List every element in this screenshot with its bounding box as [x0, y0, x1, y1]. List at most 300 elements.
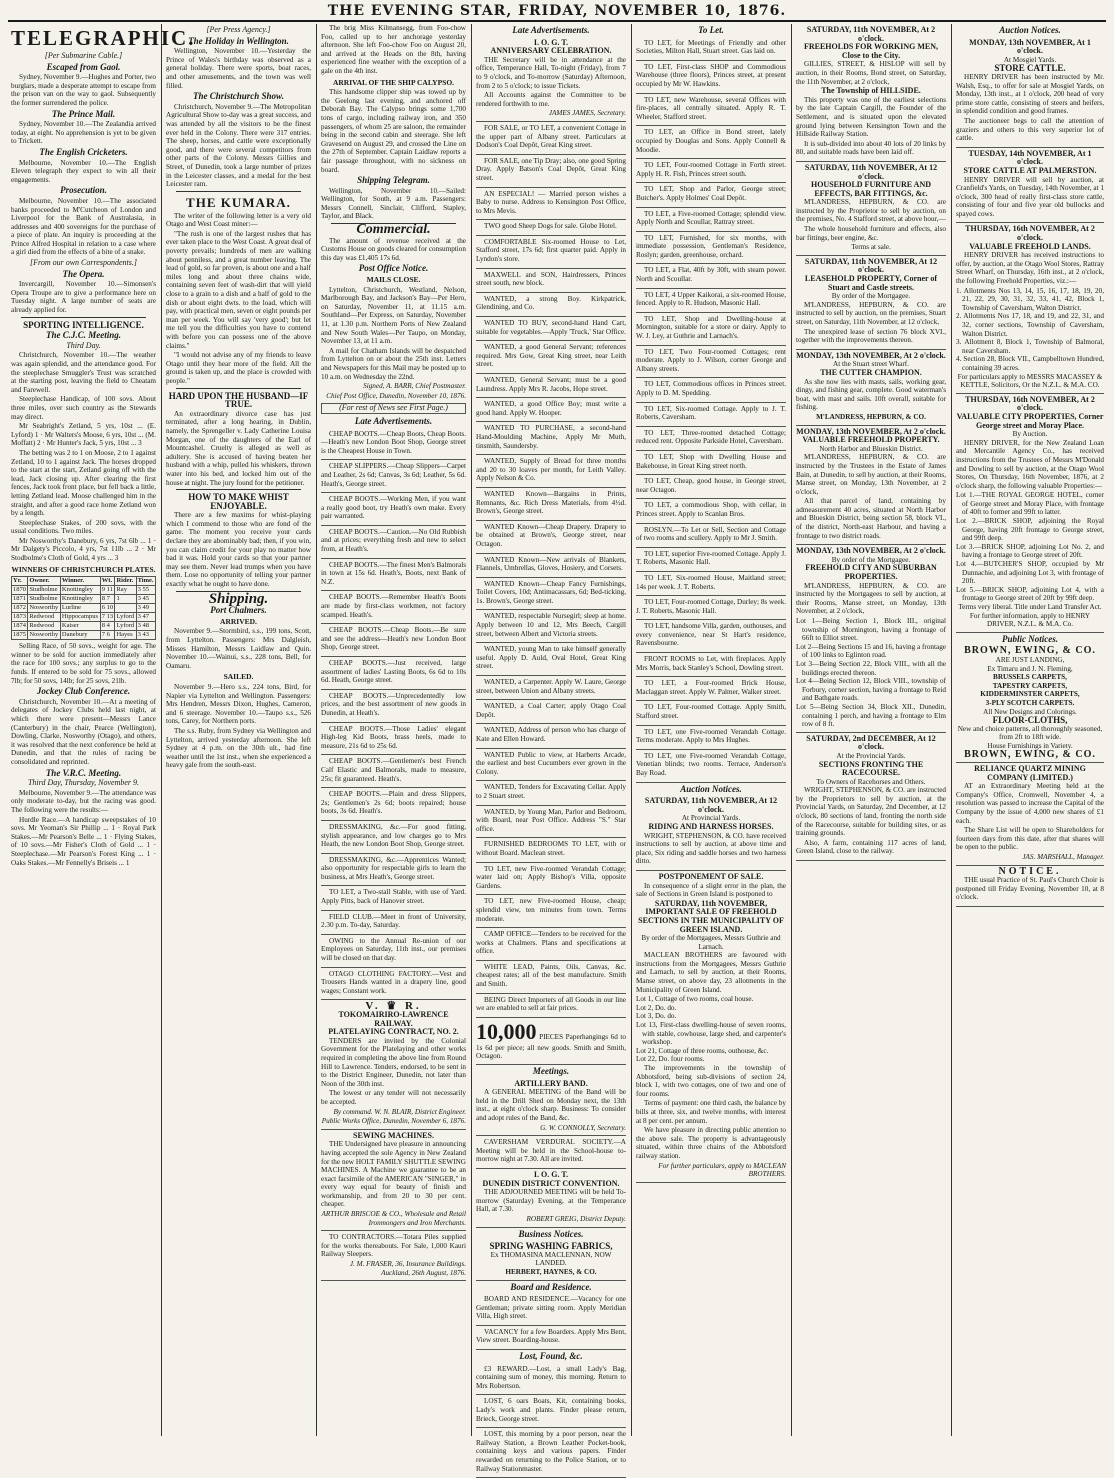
classified-ad — [636, 572, 786, 596]
ad-block — [956, 763, 1104, 866]
ad-text: TO LET, Four-roomed Cottage. Apply Smith, Stafford street. — [636, 703, 786, 721]
column-7 — [951, 24, 1109, 1436]
table-cell — [115, 604, 136, 613]
signature: M'LANDRESS, HEPBURN, & CO. — [816, 412, 926, 421]
classified-ad — [476, 578, 626, 611]
article-heading: HOW TO MAKE WHIST ENJOYABLE. — [188, 492, 289, 511]
masthead-rule — [8, 20, 1106, 22]
classified-ad — [636, 346, 786, 379]
article-heading: Port Chalmers. — [210, 605, 267, 616]
table-body — [12, 586, 156, 640]
telegraphic-heading: TELEGRAPHIC. — [11, 26, 196, 50]
classified-ad — [636, 183, 786, 207]
article-text: Sydney, November 10.—The Zealandia arrived today, at eight. No apprehension is yet to be given to Trickett. — [11, 120, 156, 146]
classified-ad — [476, 455, 626, 488]
article-text: An extraordinary divorce case has just terminated, after a long hearing, in Dublin, namely, the Sprengeller v. Lady Catherine Louisa Morgan, one of the daughters of the Earl of Mountcashel. Cruelty is alleged as well as adultery. She is accused of having beaten her husband with a whip, pulled his whiskers, thrown water into his bed, and locked him out of the house at night. The jury found for the petitioner. — [166, 409, 311, 487]
article-heading: Jockey Club Conference. — [36, 686, 131, 697]
article-text: Steeplechase Handicap, of 100 sovs. About three miles, over such country as the Stewards may direct. — [11, 395, 156, 421]
classified-ad — [321, 935, 466, 968]
article-text: There are a few maxims for whist-playing which I commend to those who are fond of the game. The moment you receive your cards declare they are abominably bad; then, if you win, you can claim credit for your play no matter how bad it was. Hold your cards so that your partner may see them. Never lead trumps when you have them. Lose no opportunity of telling your partner exactly what he ought to have done. — [166, 511, 311, 589]
ad-heading: I. O. G. T. — [533, 1169, 569, 1179]
section-heading: Auction Notices. — [999, 25, 1061, 35]
ad-text: CHEAP BOOTS.—Those Ladies' elegant High-leg Kid Boots, brass heels, made to measure, 21s 6d to 25s 6d. — [321, 724, 466, 750]
lot-item: 2. Allotments Nos 17, 18, and 19, and 22, 31, and 32, corner sections, Township of Caversham, Walton District. — [956, 312, 1104, 338]
signature: ROBERT GREIG, District Deputy. — [526, 1214, 626, 1223]
ad-subheading: DUNEDIN DISTRICT CONVENTION. — [482, 1178, 620, 1188]
signature: HERBERT, HAYNES, & CO. — [505, 1267, 597, 1276]
table-cell: Lyford — [116, 622, 135, 630]
table-cell: 6 10 — [101, 604, 114, 612]
ad-block — [476, 1078, 626, 1137]
classified-ad — [636, 524, 786, 548]
product-item: 3-PLY SCOTCH CARPETS. — [985, 698, 1075, 707]
winners-table — [11, 576, 156, 640]
article-text: A mail for Chatham Islands will be despatched from Lyttelton on or about the 25th inst. Letters and Newspapers for this Mail may be posted up to 10 a.m. on Wednesday the 22nd. — [321, 346, 466, 381]
ad-text: TO LET, Four-roomed Cottage in Forth street. Apply H. R. Fish, Princes street south. — [636, 161, 786, 178]
ad-text: House Furnishings in Variety. — [987, 741, 1073, 750]
dateline: Chief Post Office, Dunedin, November 10, 1876. — [326, 391, 466, 400]
classified-ad — [636, 750, 786, 783]
ad-heading: THE CUTTER CHAMPION. — [820, 367, 922, 377]
article-text: The writer of the following letter is a very old Otago and West Coast miner:— — [166, 211, 311, 229]
ad-heading: RELIANCE QUARTZ MINING COMPANY (LIMITED.) — [974, 764, 1086, 782]
ad-text: CAMP OFFICE—Tenders to be received for the works at Chalmers. Plans and specifications at office. — [476, 930, 626, 956]
section-heading: To Let. — [698, 25, 724, 35]
ad-text: The lowest or any tender will not necessarily be accepted. — [321, 1089, 466, 1106]
ad-text: TO LET, Furnished, for six months, with immediate possession, Gentleman's Residence, Roslyn; garden, greenhouse, orchard. — [636, 233, 786, 259]
ad-text: BOARD AND RESIDENCE.—Vacancy for one Gentleman; private sitting room. Apply Meridian Villa, High street. — [476, 1295, 626, 1321]
sub-heading: Third Day, Thursday, November 9. — [27, 778, 140, 788]
ad-date: MONDAY, 13th NOVEMBER, At 2 o'clock. — [796, 426, 946, 436]
ad-text: THE Secretary will be in attendance at the office, Temperance Hall, To-night (Friday), from 7 to 9 o'clock, and To-morrow (Saturday) Afternoon, from 2 to 5 o'clock; to issue Tickets. — [476, 55, 626, 90]
ad-text: WANTED, General Servant; must be a good Laundress. Apply Mrs R. Jacobs, Hope street. — [476, 376, 626, 393]
ad-text: M'LANDRESS, HEPBURN, & CO. are instructed by the Mortgagees to sell by auction, at their Rooms, Manse street, on Monday, 13th November, at 2 o'clock, — [796, 581, 946, 616]
ad-block — [956, 645, 1104, 763]
sub-heading: Third Day. — [66, 340, 101, 350]
signature: Signed, A. BARR, Chief Postmaster. — [363, 382, 466, 391]
table-cell: 3 48 — [136, 622, 155, 631]
classified-ad — [476, 488, 626, 521]
ad-heading: HOUSEHOLD FURNITURE AND EFFECTS, BAR FITTINGS, &c. — [810, 180, 931, 198]
table-cell: Studholme — [28, 586, 61, 595]
ad-heading: SEWING MACHINES. — [353, 1130, 434, 1140]
lot-item: Lot 5.—BRICK SHOP, adjoining Lot 4, with a frontage to George street of 20ft by 99ft deep. — [956, 585, 1104, 603]
ad-heading: LEASEHOLD PROPERTY, Corner of Stuart and Castle streets. — [804, 274, 938, 292]
classified-ad — [476, 643, 626, 676]
ad-text: WANTED TO PURCHASE, a second-hand Hand-Moulding Machine, Apply Mr Muth, tinsmith, Saundersby. — [476, 424, 626, 450]
ad-text: Ex THOMASINA MACLENNAN, NOW LANDED. — [490, 1250, 612, 1268]
shipping-heading: Shipping. — [208, 590, 269, 607]
ad-text: TO LET, Cheap, good house, in George street, near Octagon. — [636, 477, 786, 494]
classified-ad — [476, 724, 626, 748]
lot-item: Lot 3—Being Section 22, Block VIII., with all the buildings erected thereon. — [796, 659, 946, 677]
table-cell: 3 43 — [136, 631, 155, 640]
ad-text: WANTED, a Coal Carter; apply Otago Coal Depôt. — [476, 702, 626, 719]
ad-location: At Mosgiel Yards. — [1003, 55, 1057, 64]
article-heading: The Christchurch Show. — [193, 91, 284, 102]
ad-block — [796, 733, 946, 861]
article-text: Invercargill, November 10.—Simonsen's Opera Troupe are to give a performance here on Tuesday night. A large number of seats are already applied for. — [11, 280, 156, 315]
ad-text: GILLIES, STREET, & HISLOP will sell by auction, in their Rooms, Bond street, on Saturday, the 11th November, at 2 o'clock, — [796, 60, 946, 86]
classified-ad — [636, 677, 786, 701]
lot-item: Lot 5—Being Section 34, Block XII., Dunedin, containing 1 perch, and having a frontage to Elm row of 8 ft. — [796, 702, 946, 729]
royal-cipher-icon: V. ♛ R. — [365, 1000, 422, 1013]
ad-heading: RIDING AND HARNESS HORSES. — [648, 821, 774, 831]
ad-text: AN ESPECIAL! — Married person wishes a Baby to nurse. Address to Kensington Post Office, to Mrs Mevis. — [476, 189, 626, 215]
ad-text: CHEAP BOOTS.—The finest Men's Balmorals in town at 15s 6d. Heath's, Boots, next Bank of N.Z. — [321, 560, 466, 586]
classified-ad — [636, 159, 786, 183]
sub-heading: MAILS CLOSE. — [366, 275, 421, 285]
table-header-cell: Time. — [137, 577, 154, 585]
classified-ad — [321, 821, 466, 854]
ad-text: WANTED, respectable Nursegirl; sleep at home. Apply between 10 and 12, Mrs Beech, Cargill street, between Albert and Victoria streets. — [476, 612, 626, 638]
classified-ad — [321, 559, 466, 592]
ad-text: TO LET, an Office in Bond street, lately occupied by Douglas and Sons. Apply Connell & Moodie. — [636, 128, 786, 154]
ad-text: THE Undersigned have pleasure in announcing having accepted the sole Agency in New Zealand for the new HOLT FAMILY SHUTTLE SEWING MACHINES. A Machine we guarantee to be an exact facsimile of the AMERICAN "SINGER," in every way equal for beauty of finish and workmanship, and from 20 to 30 per cent. cheaper. — [321, 1140, 466, 1209]
table-cell: Redwood — [28, 622, 61, 631]
ad-date: SATURDAY, 11th NOVEMBER, At 12 o'clock. — [804, 256, 938, 275]
ad-text: WANTED TO BUY, second-hand Hand Cart, suitable for vegetables.—Apply 'Truck,' Star Office. — [476, 319, 626, 336]
ad-location: At the Stuart street Wharf. — [833, 360, 909, 369]
continued-note: (For rest of News see First Page.) — [321, 403, 466, 414]
table-cell: Ray — [115, 586, 136, 595]
ad-text: TO LET, Four-roomed Cottage, Durley; 8s week. J. T. Roberts, Masonic Hall. — [636, 598, 786, 615]
article-text: November 9.—Hero s.s., 224 tons, Bird, for Napier via Lyttelton and Wellington. Passengers: Mrs Hendren, Messrs Dixon, Hughes, Cameron, and 6 steerage. November 10.—Taupo s.s., 526 tons, Carey, for Northern ports. — [166, 682, 311, 726]
ad-heading: ARTILLERY BAND. — [514, 1078, 588, 1088]
product-item: BRUSSELS CARPETS, — [993, 673, 1067, 682]
product-item: TAPESTRY CARPETS, — [992, 681, 1068, 690]
article-heading: Shipping Telegram. — [357, 175, 430, 186]
classified-ad — [636, 596, 786, 620]
classified-ad — [636, 427, 786, 451]
ad-subheading: By Auction. — [1012, 430, 1048, 439]
ad-text: Also, A farm, containing 117 acres of land, Green Island, close to the railway. — [796, 838, 946, 856]
classified-ad — [636, 126, 786, 159]
table-row — [12, 631, 156, 640]
lot-item: Lot 2, Do. do. — [636, 1003, 677, 1012]
sub-heading: ARRIVED. — [220, 616, 257, 626]
ad-text: TO LET, First-class SHOP and Commodious Warehouse (three floors), Princes street, at present occupied by Mr W. Hawkins. — [636, 62, 786, 88]
ad-heading: POSTPONEMENT OF SALE. — [658, 871, 764, 881]
article-text: Wellington, November 10.—Yesterday the Prince of Wales's birthday was observed as a general holiday. There were sports, boat races, and other amusements, and the town was well filled. — [166, 47, 311, 90]
ad-text: HENRY DRIVER, for the New Zealand Loan and Mercantile Agency Co., has received instructions from the Trustees of Messrs M'Donald and Dowling to sell by auction, at the Otago Wool Stores, On Thursday, 16th November, 1876, at 2 o'clock sharp, the following valuable Properties:— — [956, 438, 1104, 490]
classified-ad — [476, 676, 626, 700]
classified-ad — [636, 264, 786, 288]
classified-ad — [476, 521, 626, 554]
ad-text: FOR SALE, or TO LET, a convenient Cottage in the upper part of Albany street. Particulars at Dodson's Coal Depôt, Great King street. — [476, 123, 626, 150]
article-heading: THE KUMARA. — [186, 194, 291, 210]
ad-subheading: To Owners of Racehorses and Others. — [816, 777, 926, 786]
ad-text: TENDERS are invited by the Colonial Government for the Platelaying and other works required in completing the above line from Round Hill to Lawrence. Tenders, endorsed, to be sent in to the District Engineer, Dunedin, not later than Noon of the 30th inst. — [321, 1036, 466, 1088]
ad-text: By order of the Mortgagee. — [831, 292, 911, 301]
ad-heading: VALUABLE CITY PROPERTIES, Corner George street and Moray Place. — [956, 411, 1104, 430]
ad-text: WANTED, a good General Servant; references required. Mrs Gow, Great King street, near Leith street. — [476, 343, 626, 369]
ad-heading: NOTICE. — [998, 865, 1062, 877]
commercial-heading: Commercial. — [356, 222, 431, 238]
article-heading: The C.J.C. Meeting. — [45, 330, 121, 341]
ad-text: M'LANDRESS, HEPBURN, & CO. are instructed by the Trustees in the Estate of James Bain, at Dunedin, to sell by auction, at their Rooms, Manse street, on Monday, 13th November, at 2 o'clock, — [796, 453, 946, 496]
table-cell: 1872 — [13, 604, 26, 612]
article-text: The betting was 2 to 1 on Moose, 2 to 1 against Zetland, 10 to 1 against Jack. The horses dropped to the start at the start, Zetland going off with the lead, Jack closing up. After clearing the first fences, Jack took front place, but fell back a little, letting Zetland lead. Moose challenged him in the straight, and after a good race home Zetland won by a length. — [11, 448, 156, 518]
divider — [176, 191, 301, 192]
ad-date: SATURDAY, 2nd DECEMBER, At 12 o'clock. — [806, 733, 936, 752]
ad-text: FIELD CLUB.—Meet in front of University, 2.30 p.m. To-day, Saturday. — [321, 912, 466, 930]
lot-item: Lot 1.—THE ROYAL GEORGE HOTEL, corner of George street and Moray Place, with frontage of 40ft to former and 99ft to latter. — [956, 491, 1104, 517]
ad-text: TO LET, a commodious Shop, with cellar, in Princes street. Apply to Scanlan Bros. — [636, 501, 786, 518]
classified-ad — [636, 313, 786, 346]
ad-text: TO LET, one Five-roomed Verandah Cottage. Terms moderate. Apply to Mrs Hughes. — [636, 727, 786, 745]
ad-text: PIECES Paperhangings 6d to 1s 6d per piece; all new goods. Smith and Smith, Octagon. — [476, 1032, 626, 1061]
classified-ad — [636, 726, 786, 750]
ad-block — [796, 256, 946, 350]
ad-text: OWING to the Annual Re-union of our Employees on Saturday, 11th inst., our premises will be closed on that day. — [321, 936, 466, 963]
classified-ad — [476, 269, 626, 293]
ad-block — [321, 1231, 466, 1281]
lot-list — [796, 617, 946, 729]
column-1 — [6, 24, 196, 1436]
ad-text: Terms of payment: one third cash, the balance by bills at three, six, and twelve months, with interest at 8 per cent. per annum. — [636, 1099, 786, 1125]
classified-ad — [321, 657, 466, 690]
ad-text: TO LET, Six-roomed House, Maitland street; 14s per week. J. T. Roberts. — [636, 573, 786, 591]
ad-text: TO CONTRACTORS.—Totara Piles supplied for the works thereabouts. For Sale, 1,000 Kauri Railway Sleepers. — [321, 1233, 466, 1259]
ad-text: The whole household furniture and effects, also bar fittings, beer engine, &c. — [796, 225, 946, 242]
table-cell: 7 13 — [101, 613, 114, 621]
article-text: Melbourne, November 9.—The attendance was only moderate to-day, but the racing was good. The following were the results:— — [11, 788, 156, 814]
lot-list — [956, 491, 1104, 603]
lot-item: Lot 2.—BRICK SHOP, adjoining the Royal George, having 20ft frontage to George street, and 99ft deep. — [956, 517, 1104, 543]
column-3 — [316, 24, 471, 1436]
table-row — [12, 613, 156, 622]
ad-date: SATURDAY, 11th NOVEMBER, At 12 o'clock. — [804, 162, 938, 181]
ad-heading: FLOOR-CLOTHS, — [992, 715, 1068, 726]
ad-block — [956, 866, 1104, 907]
classified-ad — [476, 554, 626, 578]
article-heading: ARRIVAL OF THE SHIP CALYPSO. — [332, 77, 455, 87]
table-header-cell: Owner. — [28, 577, 61, 586]
ad-text: TO LET, Six-roomed Cottage. Apply to J. T. Roberts, Caversham. — [636, 404, 786, 422]
table-cell: 1873 — [13, 613, 26, 621]
ad-text: £3 REWARD.—Lost, a small Lady's Bag, containing sum of money, this morning. Return to Mrs Robertson. — [476, 1364, 626, 1390]
ad-text: CHEAP BOOTS.—Just received, large assortment of ladies' Lasting Boots, 6s 6d to 10s 6d. Heath, George street. — [321, 659, 466, 685]
article-text: The s.s. Ruby, from Sydney via Wellington and Lyttelton, arrived yesterday afternoon. She left Sydney at 4 p.m. on the 30th ult., had fine weather until the 1st inst., when she experienced a heavy gale from the south-east. — [166, 726, 311, 770]
classified-ad — [636, 653, 786, 677]
classified-ad — [476, 317, 626, 341]
classified-ad — [321, 690, 466, 723]
article-text: The amount of revenue received at the Customs House on goods cleared for consumption this day was £1,405 17s 6d. — [321, 236, 466, 262]
product-list — [956, 673, 1104, 707]
lot-item: Lot 22, Do. four rooms. — [636, 1055, 705, 1064]
ad-text: TO LET, Two Four-roomed Cottages; rent moderate. Apply to J. Wilson, corner George and Albany streets. — [636, 347, 786, 373]
ad-block — [796, 24, 946, 162]
ad-text: WANTED Known—Cheap Fancy Furnishings, Toilet Covers, 10d; Antimacassars, 6d; Bed-ticking, 1s. Brown's, George street. — [476, 579, 626, 605]
masthead-title: THE EVENING STAR, FRIDAY, NOVEMBER 10, 1876. — [327, 3, 787, 19]
section-heading: Auction Notices. — [680, 783, 742, 794]
article-heading: The English Cricketers. — [39, 146, 128, 157]
ad-subheading: ANNIVERSARY CELEBRATION. — [490, 46, 612, 56]
classified-ad — [321, 886, 466, 910]
ad-text: THE ADJOURNED MEETING will be held To-morrow (Saturday) Evening, at the Temperance Hall, at 7.30. — [476, 1188, 626, 1214]
ad-text: TO LET, handsome Villa, garden, outhouses, and every convenience, near St Hart's residence, Ravensbourne. — [636, 622, 786, 648]
article-heading: The Prince Mail. — [51, 108, 116, 119]
column-2 — [161, 24, 316, 1436]
classified-ad — [476, 895, 626, 928]
section-heading: Business Notices. — [518, 1228, 584, 1239]
classified-ad — [321, 788, 466, 821]
article-heading: The V.R.C. Meeting. — [45, 767, 122, 778]
ad-heading: FREEHOLD CITY AND SUBURBAN PROPERTIES. — [805, 563, 937, 582]
classified-ad — [321, 723, 466, 756]
ad-text: CHEAP BOOTS.—Caution.—No Old Rubbish and at prices; everything fresh and new to select from, at Heath's. — [321, 527, 466, 554]
ad-text: COMFORTABLE Six-roomed House to Let, Stafford street, 17s 6d; first quarter paid. Apply in Lyndon's store. — [476, 237, 626, 264]
ad-text: TO LET, new Warehouse, several Offices with fire-places, all centrally situated. Apply R. T. Wheeler, Stafford street. — [636, 95, 786, 121]
ad-text: WRIGHT, STEPHENSON, & CO. have received instructions to sell by auction, at above time and place, Six riding and saddle horses and two harness ditto. — [636, 831, 786, 866]
classified-ad — [321, 911, 466, 935]
table-cell: 8 4 — [100, 622, 115, 631]
table-cell: Redwood — [28, 613, 61, 622]
table-cell: 3 49 — [136, 604, 155, 613]
classified-ad — [321, 526, 466, 559]
ad-block — [796, 545, 946, 732]
ad-contact: For further information, apply to HENRY DRIVER, N.Z.L. & M.A. Co. — [969, 611, 1091, 629]
classified-ad — [476, 994, 626, 1018]
ad-text: DRESSMAKING, &c.—For good fitting, stylish appearance, and low charges go to Mrs Heath, the new London Boot Shop, George street. — [321, 822, 466, 849]
article-text: Melbourne, November 10.—The English Eleven telegraph they expect to win all their engagements. — [11, 158, 156, 184]
article-text: Christchurch, November 10.—The weather was again splendid, and the attendance good. For the steeplechase Smuggler's Trust was scratched at the starting post, leaving the field to Cheatam and Farewell. — [11, 351, 156, 394]
ad-text: This property was one of the earliest selections by the late Captain Cargill, the Founder of the Settlement, and is situated upon the elevated ground lying between Kensington Town and the Hillside Railway Station. — [796, 95, 946, 139]
classified-ad — [476, 188, 626, 221]
ad-text: WANTED Known—Cheap Drapery. Drapery to be obtained at Brown's, George street, near Octagon. — [476, 522, 626, 548]
article-text: Melbourne, November 10.—The associated banks proceeded to M'Cutcheon of London and Liverpool for the Bank of Australasia, in addresses and 400 sovereigns for the purchase of a piece of plate. An inquiry is proceeding at the Prince Alfred Hospital in relation to a case where a girl died from the effects of a bite of a snake. — [11, 196, 156, 257]
ad-block — [476, 1240, 626, 1280]
ad-text: LOST, 6 oars Boats, Kit, containing books, Lady's work and plants. Finder please return, Brieck, George street. — [476, 1397, 626, 1423]
ad-text: TO LET, for Meetings of Friendly and other Societies, Milton Hall, Stuart street. Gas laid on. — [636, 38, 786, 56]
ad-text: TO LET, a Four-roomed Brick House, Maclaggan street. Apply W. Palmer, Walker street. — [636, 679, 786, 696]
ad-text: WANTED Known—Bargains in Prints, Remnants, &c. Rich Dress Materials, from 4½d. Brown's, George street. — [476, 489, 626, 516]
ad-block — [321, 1130, 466, 1232]
ad-block — [476, 37, 626, 122]
table-cell: 1874 — [13, 622, 26, 630]
ad-text: TO LET, a Two-stall Stable, with use of Yard. Apply Pitts, back of Hanover street. — [321, 888, 466, 906]
classified-ad — [321, 428, 466, 461]
ad-heading: VALUABLE FREEHOLD LANDS. — [969, 241, 1091, 251]
ad-block — [476, 1326, 626, 1350]
cable-tag: [Per Submarine Cable.] — [44, 51, 123, 60]
classified-ad — [476, 928, 626, 961]
lot-item: Lot 1, Cottage of two rooms, coal house. — [636, 995, 754, 1004]
divider — [21, 317, 146, 318]
classified-ad — [636, 475, 786, 499]
ad-text: TO LET, new Five-roomed Verandah Cottage; water laid on; Apply Bishop's Villa, opposite Gardens. — [476, 864, 626, 890]
ad-heading: I. O. G. T. — [533, 37, 569, 47]
ad-location: North Harbor and Blueskin District. — [819, 444, 923, 453]
ad-block — [636, 871, 786, 1183]
signature: G. W. CONNOLLY, Secretary. — [540, 1123, 626, 1132]
article-heading: Post Office Notice. — [358, 263, 429, 274]
race-result: Mr Nosworthy's Danebury, 6 yrs, 7st 6lb ... 1 · Mr Dalgety's Piccolo, 4 yrs, 7st 11lb ... 2 · Mr Stodbolme's Cloth of Gold, 4 yrs ... 3 — [11, 536, 156, 563]
ad-text: FURNISHED BEDROOMS TO LET, with or without Board. Maclean street. — [476, 840, 626, 857]
divider — [176, 489, 301, 490]
ad-block — [796, 162, 946, 256]
classified-ad — [321, 854, 466, 887]
ad-date: TUESDAY, 14th NOVEMBER, At 1 o'clock. — [968, 148, 1092, 167]
ad-text: TO LET, a Flat, 40ft by 30ft, with steam power. North and Scoullar. — [636, 266, 786, 284]
big-number: 10,000 — [476, 1018, 537, 1044]
table-cell: 3 55 — [136, 586, 155, 595]
ad-location: At the Provincial Yards. — [836, 751, 906, 760]
ad-block — [476, 1136, 626, 1169]
ad-text: TO LET, Shop and Parlor, George street; Butcher's. Apply Holmes' Coal Depôt. — [636, 185, 786, 202]
lot-item: Lot 4.—BUTCHER'S SHOP, occupied by Mr Dunnachie, and adjoining Lot 3, with frontage of 20ft. — [956, 560, 1104, 586]
ad-heading: IMPORTANT SALE OF FREEHOLD SECTIONS IN THE MUNICIPALITY OF GREEN ISLAND. — [638, 907, 784, 934]
ad-text: TO LET, superior Five-roomed Cottage. Apply J. T. Roberts, Masonic Hall. — [636, 549, 786, 567]
classified-ad — [476, 838, 626, 862]
ad-text: TO LET, new Five-roomed House, cheap; splendid view, ten minutes from town. Terms moderate. — [476, 897, 626, 923]
ad-text: CHEAP BOOTS.—Cheap Boots, Cheap Boots.—Heath's new London Boot Shop, George street is the Cheapest House in Town. — [321, 429, 466, 455]
ad-block — [796, 426, 946, 546]
ad-date: MONDAY, 13th NOVEMBER, At 2 o'clock. — [796, 350, 946, 360]
lot-item: Lot 3, Do. do. — [636, 1012, 677, 1021]
classified-ad — [476, 422, 626, 455]
lot-item: Lot 4—Being Section 12, Block VIII., township of Forbury, corner section, having a frontage to Reid and Bathgate roads. — [796, 677, 946, 703]
ad-text: LOST, this morning by a poor person, near the Railway Station, a Brown Leather Pocket-book, containing keys and various papers. Finder rewarded on returning to the Police Station, or to Railway Stationmaster. — [476, 1430, 626, 1473]
ad-text: WHITE LEAD, Paints, Oils, Canvas, &c. cheapest rates; all of the best manufacture. Smith and Smith. — [476, 962, 626, 989]
ad-text: WANTED, Tenders for Excavating Cellar. Apply to 2 Stuart street. — [476, 783, 626, 800]
ad-block — [476, 1395, 626, 1428]
classified-ad — [476, 863, 626, 896]
classified-ad — [321, 624, 466, 657]
table-cell: Nosworthy — [28, 631, 61, 640]
table-row — [12, 595, 156, 604]
ad-text: HENRY DRIVER has been instructed by Mr. Walsh, Esq., to offer for sale at Mosgiel Yards, on Monday, 13th inst., at 1 o'clock, 200 head of very prime store cattle, consisting of steers and heifers, in splendid condition and good frames. — [956, 72, 1104, 116]
ad-text: ROSLYN.—To Let or Sell, Section and Cottage of two rooms and scullery. Apply to Mr J. Smith. — [636, 525, 786, 543]
table-heading: WINNERS OF CHRISTCHURCH PLATES. — [11, 564, 156, 574]
ad-date: MONDAY, 13th NOVEMBER, At 2 o'clock. — [796, 546, 946, 556]
table-cell: Nosworthy — [28, 604, 61, 613]
ad-block — [796, 350, 946, 426]
table-row — [12, 586, 156, 595]
classified-ad — [476, 220, 626, 236]
ad-text: We have pleasure in directing public attention to the above sale. The property is advantageously situated, within three chains of the Abbotsford railway station. — [636, 1126, 786, 1160]
ad-text: FOR SALE, one Tip Dray; also, one good Spring Dray. Apply Batson's Coal Depôt, Great King street. — [476, 156, 626, 182]
ad-text: WRIGHT, STEPHENSON, & CO. are instructed by the Proprietors to sell by auction, at the Provincial Yards, on Saturday, 2nd December, at 12 o'clock, 80 sections of land, fronting the north side of the Racecourse, suitable for building sites, or as training grounds. — [796, 786, 946, 838]
signature: JAMES JAMES, Secretary. — [548, 109, 626, 118]
article-heading: HARD UPON THE HUSBAND—IF TRUE. — [168, 390, 309, 410]
classified-ad — [636, 61, 786, 94]
dateline: Public Works Office, Dunedin, November 6, 1876. — [321, 1117, 466, 1126]
ad-text: CHEAP BOOTS.—Unprecedentedly low prices, and the best assortment of new goods in Dunedin, at Heath's. — [321, 691, 466, 717]
article-text: Steeplechase Stakes, of 200 sovs, with the usual conditions. Two miles. — [11, 518, 156, 536]
column-5 — [631, 24, 791, 1436]
ad-heading: STORE CATTLE AT PALMERSTON. — [963, 165, 1097, 175]
table-header-row — [12, 577, 156, 586]
ad-block — [956, 394, 1104, 633]
table-cell: 1 — [115, 595, 136, 604]
ad-text: A GENERAL MEETING of the Band will be held in the Drill Shed on Monday next, the 13th inst., at eight o'clock sharp. Business: To consider and adopt rules of the Band, &c. — [476, 1088, 626, 1122]
table-cell: Studholme — [28, 595, 61, 604]
ad-text: TO LET, Commodious offices in Princes street. Apply to D. M. Spedding. — [636, 380, 786, 397]
ad-block — [956, 148, 1104, 224]
section-heading: SPORTING INTELLIGENCE. — [23, 319, 144, 330]
table-header-cell: Rider. — [115, 577, 136, 586]
ad-list — [476, 122, 626, 1018]
ad-text: As she now lies with masts, sails, working gear, dingy, and fishing gear, complete. Good waterman's boat, with mast and sails. 10ft overall, suitable for fishing. — [796, 377, 946, 412]
table-row — [12, 622, 156, 631]
ad-heading: SPRING WASHING FABRICS, — [489, 1241, 613, 1252]
table-cell: 7 6 — [100, 631, 115, 640]
article-text: "The rush is one of the largest rushes that has ever taken place to the West Coast. A great deal of poverty prevails; hundreds of men are walking about penniless, and a great number leaving. The lead of gold, so far proven, is about one and a half miles long and about three chains wide, containing seven feet of wash-dirt that will yield close to a grain to a dish and a half of gold to the dish or about eight dwts. to the load, which will pay, with practical men, seven or eight pounds per man per week. You will say 'very good'; but let me tell you the difficulties you have to contend with before you can possess one of the above claims." — [166, 229, 311, 350]
classified-ad — [476, 749, 626, 782]
ad-block — [956, 37, 1104, 148]
